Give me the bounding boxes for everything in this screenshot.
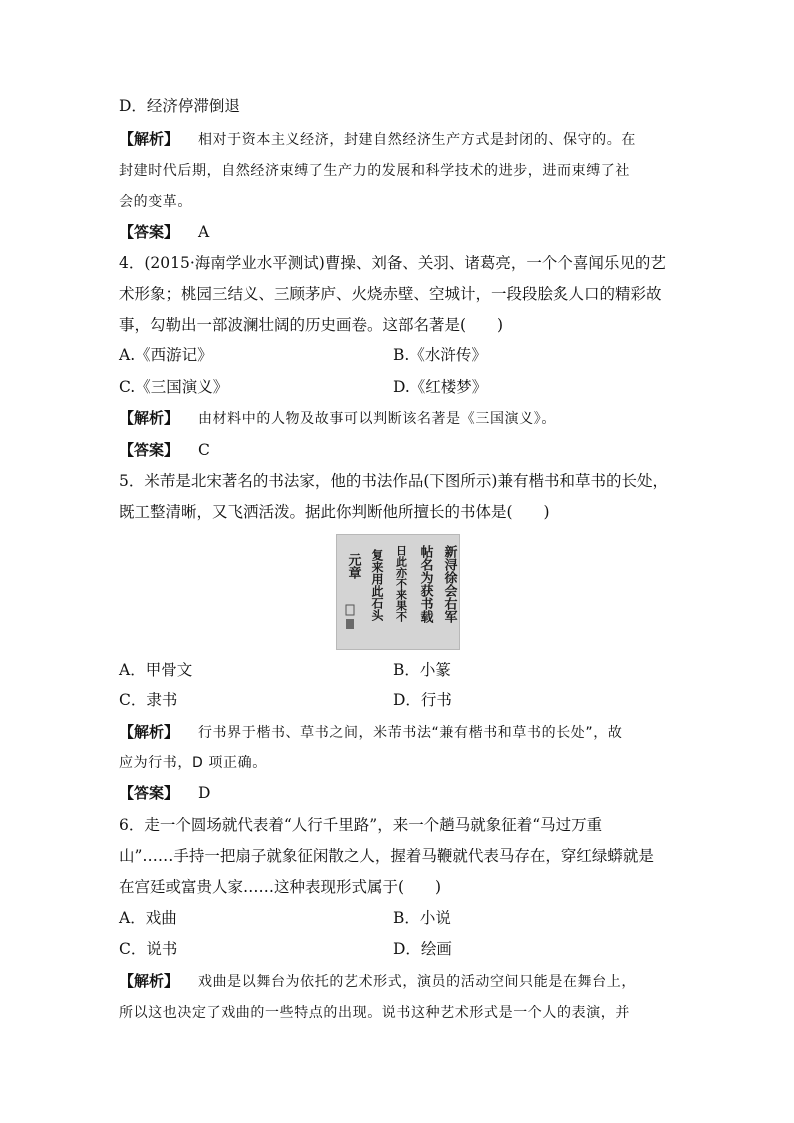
q5-stem: 既工整清晰，又飞洒活泼。据此你判断他所擅长的书体是( ) [119, 503, 550, 521]
q5-option-b: B．小篆 [393, 661, 451, 679]
q3-answer-line [119, 222, 209, 242]
q4-option-c: C.《三国演义》 [119, 378, 229, 396]
q6-option-a: A．戏曲 [119, 909, 177, 927]
analysis-label: 【解析】 [119, 972, 180, 990]
q6-analysis-line [119, 971, 636, 992]
q5-answer-line [119, 783, 210, 803]
q5-option-a: A．甲骨文 [119, 661, 193, 679]
answer-label: 【答案】 [119, 223, 180, 241]
q5-stem: 5．米芾是北宋著名的书法家，他的书法作品(下图所示)兼有楷书和草书的长处， [119, 472, 668, 490]
analysis-text: 戏曲是以舞台为依托的艺术形式，演员的活动空间只能是在舞台上， [197, 974, 636, 990]
analysis-text: 相对于资本主义经济，封建自然经济生产方式是封闭的、保守的。在 [197, 132, 636, 148]
analysis-text: 封建时代后期，自然经济束缚了生产力的发展和科学技术的进步，进而束缚了社 [119, 163, 630, 179]
q3-option-d: D．经济停滞倒退 [119, 97, 240, 115]
q6-option-d: D．绘画 [393, 940, 452, 958]
q6-stem: 在宫廷或富贵人家……这种表现形式属于( ) [119, 878, 442, 896]
q6-option-c: C．说书 [119, 940, 178, 958]
q4-analysis-line [119, 408, 556, 429]
analysis-label: 【解析】 [119, 409, 180, 427]
q4-option-a: A.《西游记》 [119, 346, 213, 364]
answer-label: 【答案】 [119, 784, 180, 802]
answer-value: C [197, 441, 210, 459]
analysis-text: 应为行书，D 项正确。 [119, 755, 267, 771]
analysis-text: 所以这也决定了戏曲的一些特点的出现。说书这种艺术形式是一个人的表演，并 [119, 1005, 630, 1021]
calligraphy-drawing [337, 535, 460, 650]
answer-value: A [197, 223, 210, 241]
q5-analysis-line [119, 722, 622, 743]
calligraphy-column: 复来用此石头 [370, 549, 384, 621]
q6-option-b: B．小说 [393, 909, 451, 927]
calligraphy-column: 新浔徐会右军 [441, 545, 457, 623]
analysis-text: 由材料中的人物及故事可以判断该名著是《三国演义》。 [197, 411, 556, 427]
q4-option-b: B.《水浒传》 [393, 346, 487, 364]
analysis-label: 【解析】 [119, 723, 180, 741]
calligraphy-image [336, 534, 460, 650]
analysis-text: 行书界于楷书、草书之间，米芾书法“兼有楷书和草书的长处”，故 [197, 725, 623, 741]
seal-stamp [346, 619, 354, 629]
analysis-label: 【解析】 [119, 130, 180, 148]
q4-stem: 事，勾勒出一部波澜壮阔的历史画卷。这部名著是( ) [119, 316, 504, 334]
q5-option-c: C．隶书 [119, 691, 178, 709]
q5-option-d: D．行书 [393, 691, 452, 709]
answer-label: 【答案】 [119, 441, 180, 459]
analysis-text: 会的变革。 [119, 194, 192, 210]
q3-analysis-line [119, 129, 636, 150]
q4-option-d: D.《红楼梦》 [393, 378, 488, 396]
q6-stem: 6．走一个圆场就代表着“人行千里路”，来一个趟马就象征着“马过万重 [119, 816, 603, 834]
q6-stem: 山”……手持一把扇子就象征闲散之人，握着马鞭就代表马存在，穿红绿蟒就是 [119, 847, 654, 865]
calligraphy-column: 元章 [345, 553, 361, 579]
answer-value: D [197, 784, 211, 802]
q4-stem: 术形象；桃园三结义、三顾茅庐、火烧赤壁、空城计，一段段脍炙人口的精彩故 [119, 285, 662, 303]
calligraphy-column: 帖名为获书载 [417, 545, 433, 623]
q4-stem: 4．(2015·海南学业水平测试)曹操、刘备、关羽、诸葛亮，一个个喜闻乐见的艺 [119, 254, 666, 272]
q4-answer-line [119, 440, 210, 460]
calligraphy-column: 日此亦不来果不 [394, 545, 408, 622]
